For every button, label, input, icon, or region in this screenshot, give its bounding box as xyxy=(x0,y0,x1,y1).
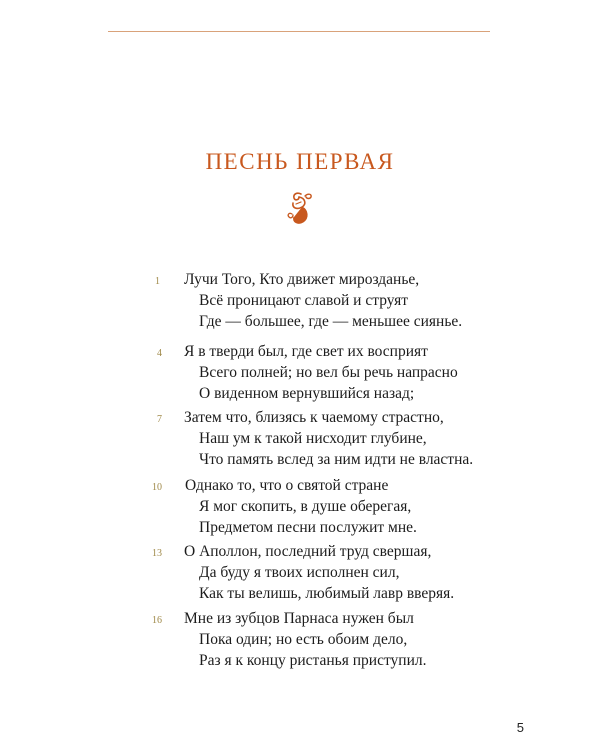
verse-line: Мне из зубцов Парнаса нужен был xyxy=(184,610,414,627)
line-number: 4 xyxy=(157,348,162,359)
verse-line: Однако то, что о святой стране xyxy=(185,477,389,494)
verse-line: Всего полней; но вел бы речь напрасно xyxy=(199,364,458,381)
page-number: 5 xyxy=(516,720,524,735)
verse-line: Предметом песни послужит мне. xyxy=(199,519,417,536)
verse-line: Где — большее, где — меньшее сиянье. xyxy=(199,313,463,330)
verse-line: О Аполлон, последний труд свершая, xyxy=(184,543,432,560)
verse-line: Да буду я твоих исполнен сил, xyxy=(199,564,400,581)
floral-ornament-icon xyxy=(283,188,317,228)
canto-title: ПЕСНЬ ПЕРВАЯ xyxy=(205,149,395,174)
top-decorative-rule xyxy=(108,31,490,32)
line-number: 10 xyxy=(152,482,162,493)
line-number: 1 xyxy=(155,276,160,287)
line-number: 13 xyxy=(152,548,162,559)
verse-line: О виденном вернувшийся назад; xyxy=(199,385,415,402)
line-number: 7 xyxy=(157,414,162,425)
verse-line: Наш ум к такой нисходит глубине, xyxy=(199,430,427,447)
line-number: 16 xyxy=(152,615,162,626)
verse-line: Всё проницают славой и струят xyxy=(199,292,409,309)
verse-line: Раз я к концу ристанья приступил. xyxy=(199,652,427,669)
verse-line: Пока один; но есть обоим дело, xyxy=(199,631,408,648)
verse-line: Я в тверди был, где свет их восприят xyxy=(184,343,428,360)
verse-line: Затем что, близясь к чаемому страстно, xyxy=(184,409,444,426)
verse-line: Что память вслед за ним идти не властна. xyxy=(199,451,474,468)
verse-line: Лучи Того, Кто движет мирозданье, xyxy=(184,271,420,288)
verse-line: Как ты велишь, любимый лавр вверяя. xyxy=(199,585,455,602)
verse-line: Я мог скопить, в душе оберегая, xyxy=(199,498,412,515)
